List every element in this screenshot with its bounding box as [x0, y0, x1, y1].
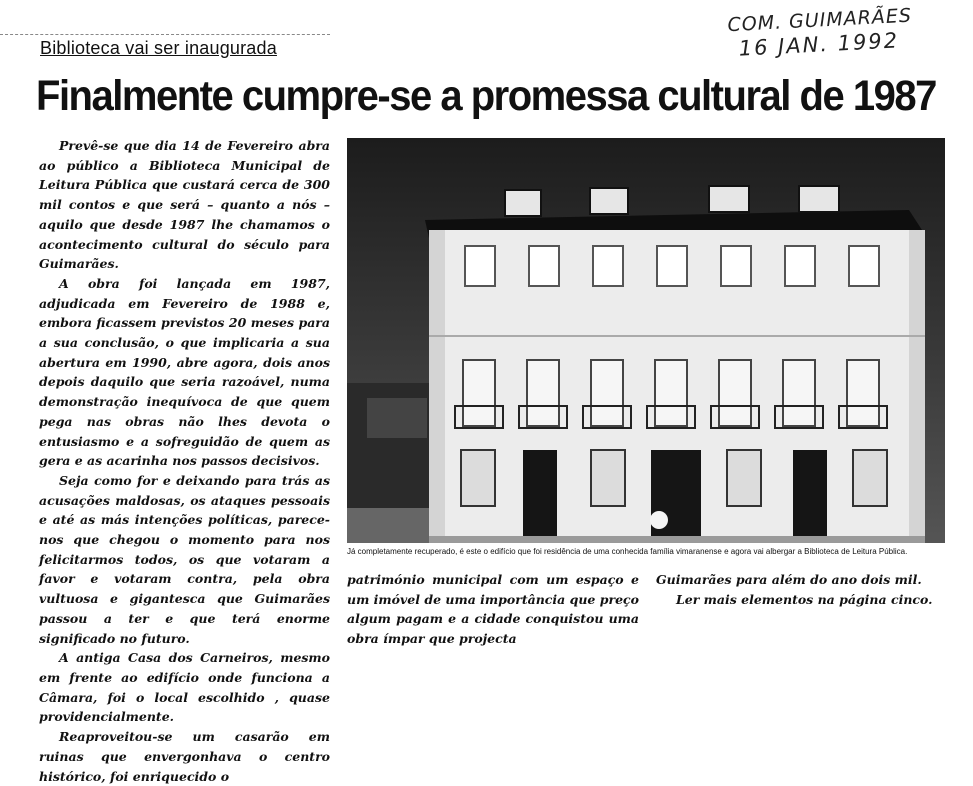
- paragraph: Seja como for e deixando para trás as acusações maldosas, os ataques pessoais e até as más intenções políticas, parece-nos que chegou o momento para nos felicitarmos todos, os que votaram a favor e votaram contra, pela obra vultuosa e gigantesca que Guimarães passou a ter e que terá enorme significado no futuro.: [39, 472, 330, 646]
- handwritten-date: 16 JAN. 1992: [738, 28, 900, 61]
- paragraph: A obra foi lançada em 1987, adjudicada em Fevereiro de 1988 e, embora ficassem previstos 20 meses para a sua conclusão, o que implicaria a sua abertura em 1990, abre agora, dois anos depois daquilo que seria razoável, numa demonstração inequívoca de que quem pega nas obras não lhes devota o entusiasmo e a sofreguidão de quem as gera e as acarinha nos passos decisivos.: [39, 275, 330, 469]
- paragraph: A antiga Casa dos Carneiros, mesmo em frente ao edifício onde funciona a Câmara, foi o local escolhido , quase providencialmente.: [39, 650, 330, 725]
- article-column-2: [347, 570, 639, 647]
- paragraph: Guimarães para além do ano dois mil.: [656, 572, 922, 587]
- article-headline: Finalmente cumpre-se a promessa cultural de 1987: [36, 72, 936, 120]
- photo-caption: Já completamente recuperado, é este o edifício que foi residência de uma conhecida família vimaranense e agora vai albergar a Biblioteca de Leitura Pública.: [347, 547, 908, 556]
- article-column-1: [39, 136, 330, 784]
- handwritten-annotation: [727, 3, 929, 61]
- paragraph: Reaproveitou-se um casarão em ruinas que envergonhava o centro histórico, foi enriquecido o: [39, 729, 330, 784]
- handwritten-source: COM. GUIMARÃES: [726, 4, 913, 37]
- paragraph: património municipal com um espaço e um imóvel de uma importância que preço algum pagam e a cidade conquistou uma obra ímpar que projecta: [347, 572, 639, 647]
- building-illustration: [347, 138, 945, 543]
- paragraph: Prevê-se que dia 14 de Fevereiro abra ao público a Biblioteca Municipal de Leitura Pública que custará cerca de 300 mil contos e que será – quanto a nós – aquilo que desde 1987 lhe chamamos o acontecimento cultural do século para Guimarães.: [39, 138, 330, 272]
- closing-paragraph: Ler mais elementos na página cinco.: [676, 591, 933, 607]
- article-kicker: Biblioteca vai ser inaugurada: [40, 38, 277, 58]
- building-photo: [347, 138, 945, 543]
- article-column-3: [656, 570, 948, 630]
- top-rule: [0, 34, 330, 35]
